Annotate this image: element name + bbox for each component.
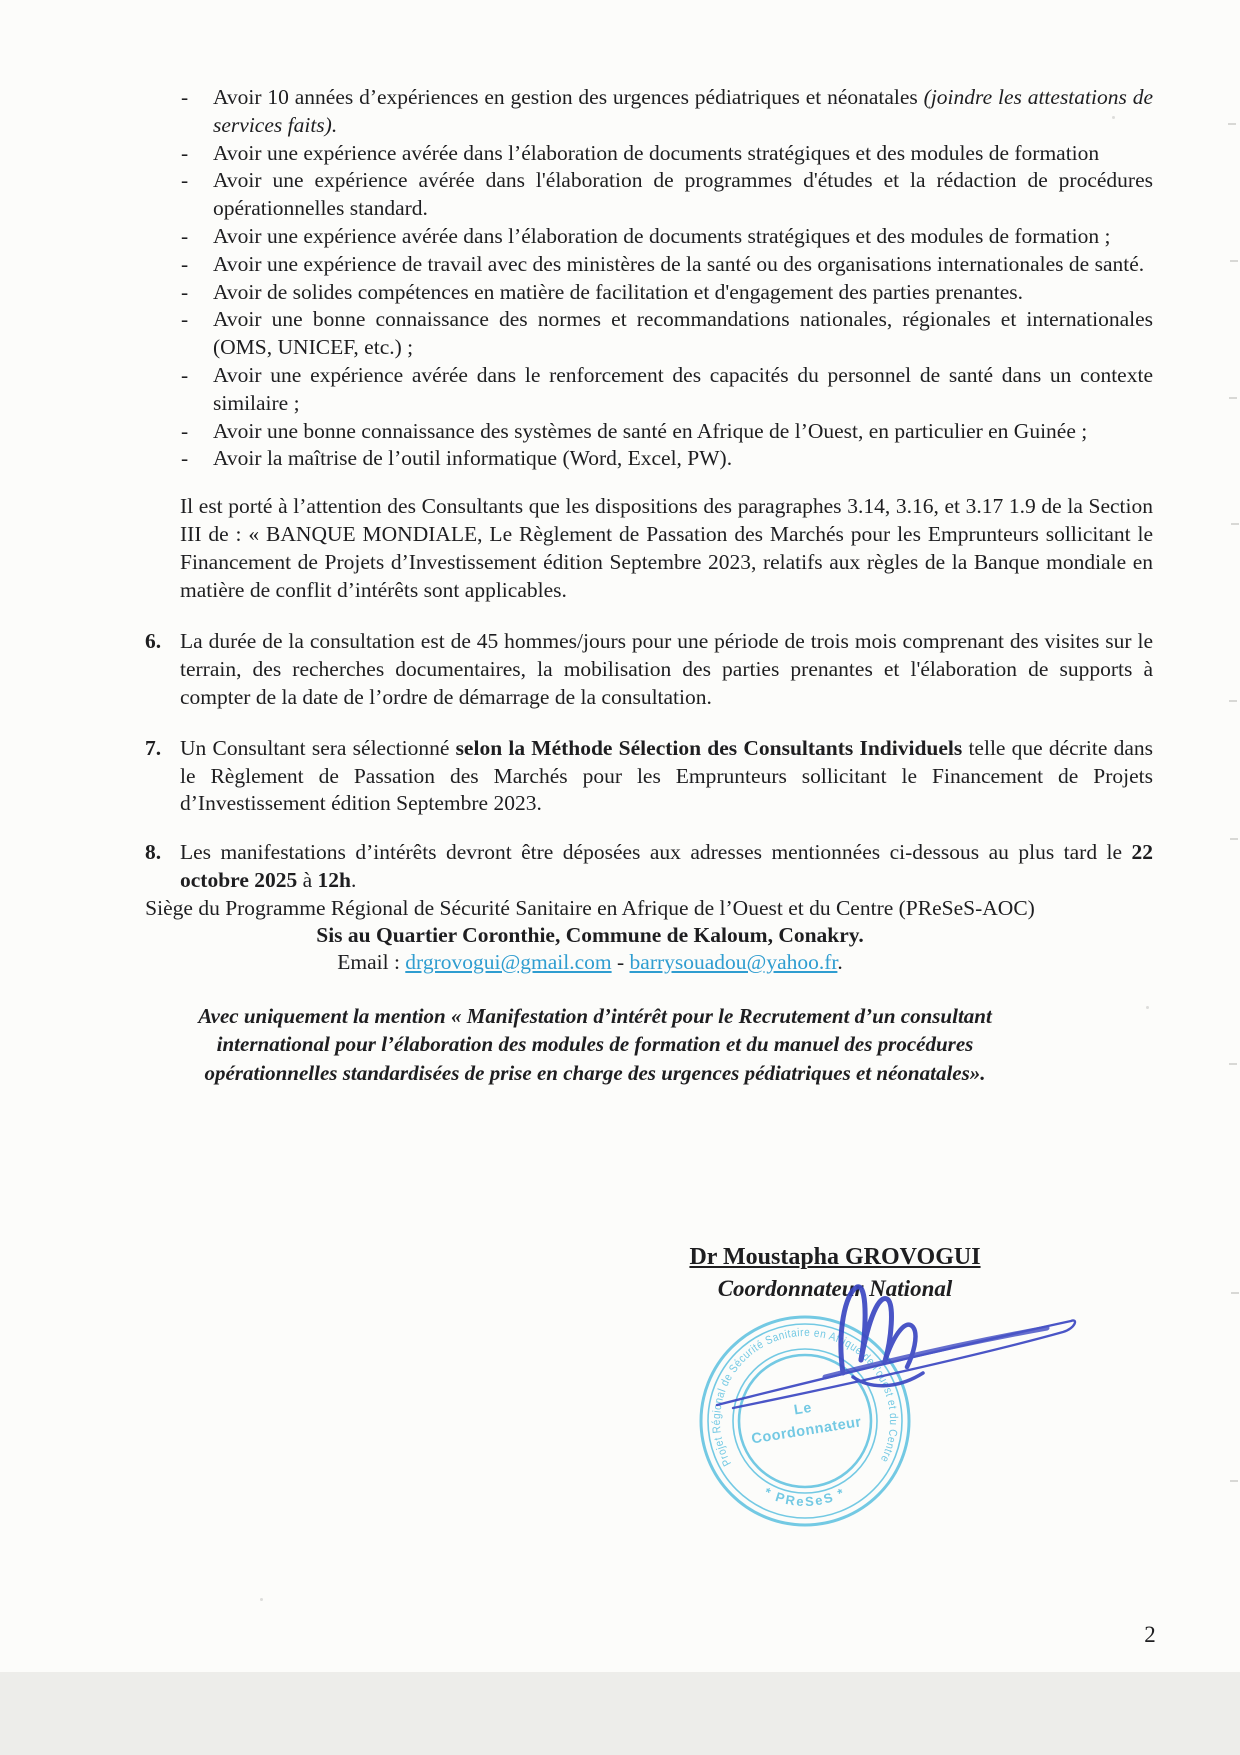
stamp-bottom-text: * PReSeS * <box>761 1484 849 1510</box>
list-item-text: Avoir 10 années d’expériences en gestion des urgences pédiatriques et néonatales <box>213 85 924 109</box>
svg-text:Projet Régional de Sécurité Sa <box>711 1327 899 1468</box>
world-bank-notice-paragraph: Il est porté à l’attention des Consultants que les dispositions des paragraphes 3.14, 3.16, et 3.17 1.9 de la Section III de : « BANQUE MONDIALE, Le Règlement de Passation des Marchés pour les Emprunteurs sollicitant le Financement de Projets d’Investissement édition Septembre 2023, relatifs aux règles de la Banque mondiale en matière de conflit d’intérêts sont applicables. <box>180 494 1153 602</box>
deadline-date: 22 octobre 2025 <box>180 840 1153 892</box>
email-label: Email : <box>337 949 406 974</box>
list-item-text: Avoir une expérience avérée dans l’élaboration de documents stratégiques et des modules de formation <box>213 140 1100 165</box>
list-item-text: Avoir la maîtrise de l’outil informatique (Word, Excel, PW). <box>213 446 733 471</box>
scan-artifact-tick <box>1231 523 1239 525</box>
stamp-center-line2: Coordonnateur <box>750 1414 863 1448</box>
list-item <box>145 167 1153 223</box>
list-item <box>145 140 1153 168</box>
email-separator: - <box>611 949 630 974</box>
stamp-ring-text: Projet Régional de Sécurité Sanitaire en Afrique de l'ouest et du Centre <box>710 1326 900 1468</box>
stamp-and-signature <box>615 1255 1095 1585</box>
address-line-sis: Sis au Quartier Coronthie, Commune de Kaloum, Conakry. <box>316 922 864 947</box>
list-item-text: Avoir une expérience avérée dans l’élaboration de documents stratégiques et des modules de formation ; <box>213 223 1111 248</box>
scan-artifact-speck <box>260 1598 263 1601</box>
item-text-pre: Les manifestations d’intérêts devront être déposées aux adresses mentionnées ci-dessous au plus tard le <box>180 840 1132 865</box>
email-end: . <box>837 949 843 974</box>
item-text: La durée de la consultation est de 45 hommes/jours pour une période de trois mois comprenant des visites sur le terrain, des recherches documentaires, la mobilisation des parties prenantes et l'élaboration de supports à compter de la date de l’ordre de démarrage de la consultation. <box>180 629 1153 709</box>
pen-signature <box>717 1287 1075 1408</box>
list-item <box>145 418 1153 446</box>
stamp-center-line1: Le <box>792 1398 814 1418</box>
list-item-text: Avoir une bonne connaissance des systèmes de santé en Afrique de l’Ouest, en particulier en Guinée ; <box>213 418 1088 443</box>
list-item <box>145 84 1153 140</box>
numbered-item-8 <box>145 839 1153 976</box>
scan-artifact-tick <box>1229 700 1237 702</box>
scan-artifact-tick <box>1229 1063 1237 1065</box>
item-text <box>145 839 1153 976</box>
mention-paragraph: Avec uniquement la mention « Manifestation d’intérêt pour le Recrutement d’un consultant international pour l’élaboration des modules de formation et du manuel des procédures opérationnelles standardisées de prise en charge des urgences pédiatriques et néonatales». <box>198 1003 992 1085</box>
item-number: 7. <box>145 735 162 760</box>
item-text-bold: selon la Méthode Sélection des Consultants Individuels <box>455 735 963 760</box>
list-item-text: Avoir une expérience avérée dans l'élaboration de programmes d'études et la rédaction de procédures opérationnelles standard. <box>213 168 1153 221</box>
signature-block <box>635 1240 1035 1304</box>
numbered-item-7 <box>145 735 1153 818</box>
item-text-end: . <box>351 867 357 892</box>
submission-address <box>145 895 1035 976</box>
item-number: 6. <box>145 629 162 654</box>
signatory-title: Coordonnateur National <box>717 1276 953 1301</box>
scan-bottom-edge <box>0 1672 1240 1755</box>
item-text-pre: Un Consultant sera sélectionné <box>180 735 456 760</box>
scan-artifact-tick <box>1229 397 1237 399</box>
scan-artifact-tick <box>1230 260 1238 262</box>
list-item-text: Avoir une expérience avérée dans le renforcement des capacités du personnel de santé dans un contexte similaire ; <box>213 362 1153 415</box>
email-link-1[interactable]: drgrovogui@gmail.com <box>405 949 612 974</box>
svg-text:* PReSeS * <box>762 1484 848 1509</box>
requirements-list <box>145 84 1153 473</box>
scan-artifact-tick <box>1230 1480 1238 1482</box>
official-stamp <box>701 1317 909 1525</box>
list-item <box>145 223 1153 251</box>
list-item <box>145 251 1153 279</box>
email-link-2[interactable]: barrysouadou@yahoo.fr <box>629 949 838 974</box>
signatory-name: Dr Moustapha GROVOGUI <box>689 1244 981 1270</box>
list-item-text: Avoir une expérience de travail avec des ministères de la santé ou des organisations internationales de santé. <box>213 251 1145 276</box>
list-item <box>145 306 1153 362</box>
page-number: 2 <box>1144 1622 1156 1647</box>
item-text-mid: à <box>297 867 318 892</box>
list-item-text: Avoir de solides compétences en matière de facilitation et d'engagement des parties prenantes. <box>213 279 1024 304</box>
item-number: 8. <box>145 840 162 865</box>
item-text <box>180 735 1153 818</box>
document-body <box>145 84 1153 1108</box>
address-line-siege: Siège du Programme Régional de Sécurité Sanitaire en Afrique de l’Ouest et du Centre (PReSeS-AOC) <box>145 895 1035 920</box>
deadline-time: 12h <box>317 867 351 892</box>
scan-artifact-tick <box>1231 1292 1239 1294</box>
email-line <box>145 949 1035 976</box>
scan-artifact-tick <box>1228 123 1236 125</box>
list-item-text-italic: (joindre les attestations de services faits). <box>213 85 1153 137</box>
list-item <box>145 362 1153 418</box>
list-item-text: Avoir une bonne connaissance des normes et recommandations nationales, régionales et internationales (OMS, UNICEF, etc.) ; <box>213 307 1153 360</box>
list-item <box>145 279 1153 307</box>
item-text-post: telle que décrite dans le Règlement de Passation des Marchés pour les Emprunteurs sollicitant le Financement de Projets d’Investissement édition Septembre 2023. <box>180 735 1153 816</box>
list-item <box>145 445 1153 473</box>
numbered-item-6 <box>145 628 1153 711</box>
scan-artifact-tick <box>1230 838 1238 840</box>
